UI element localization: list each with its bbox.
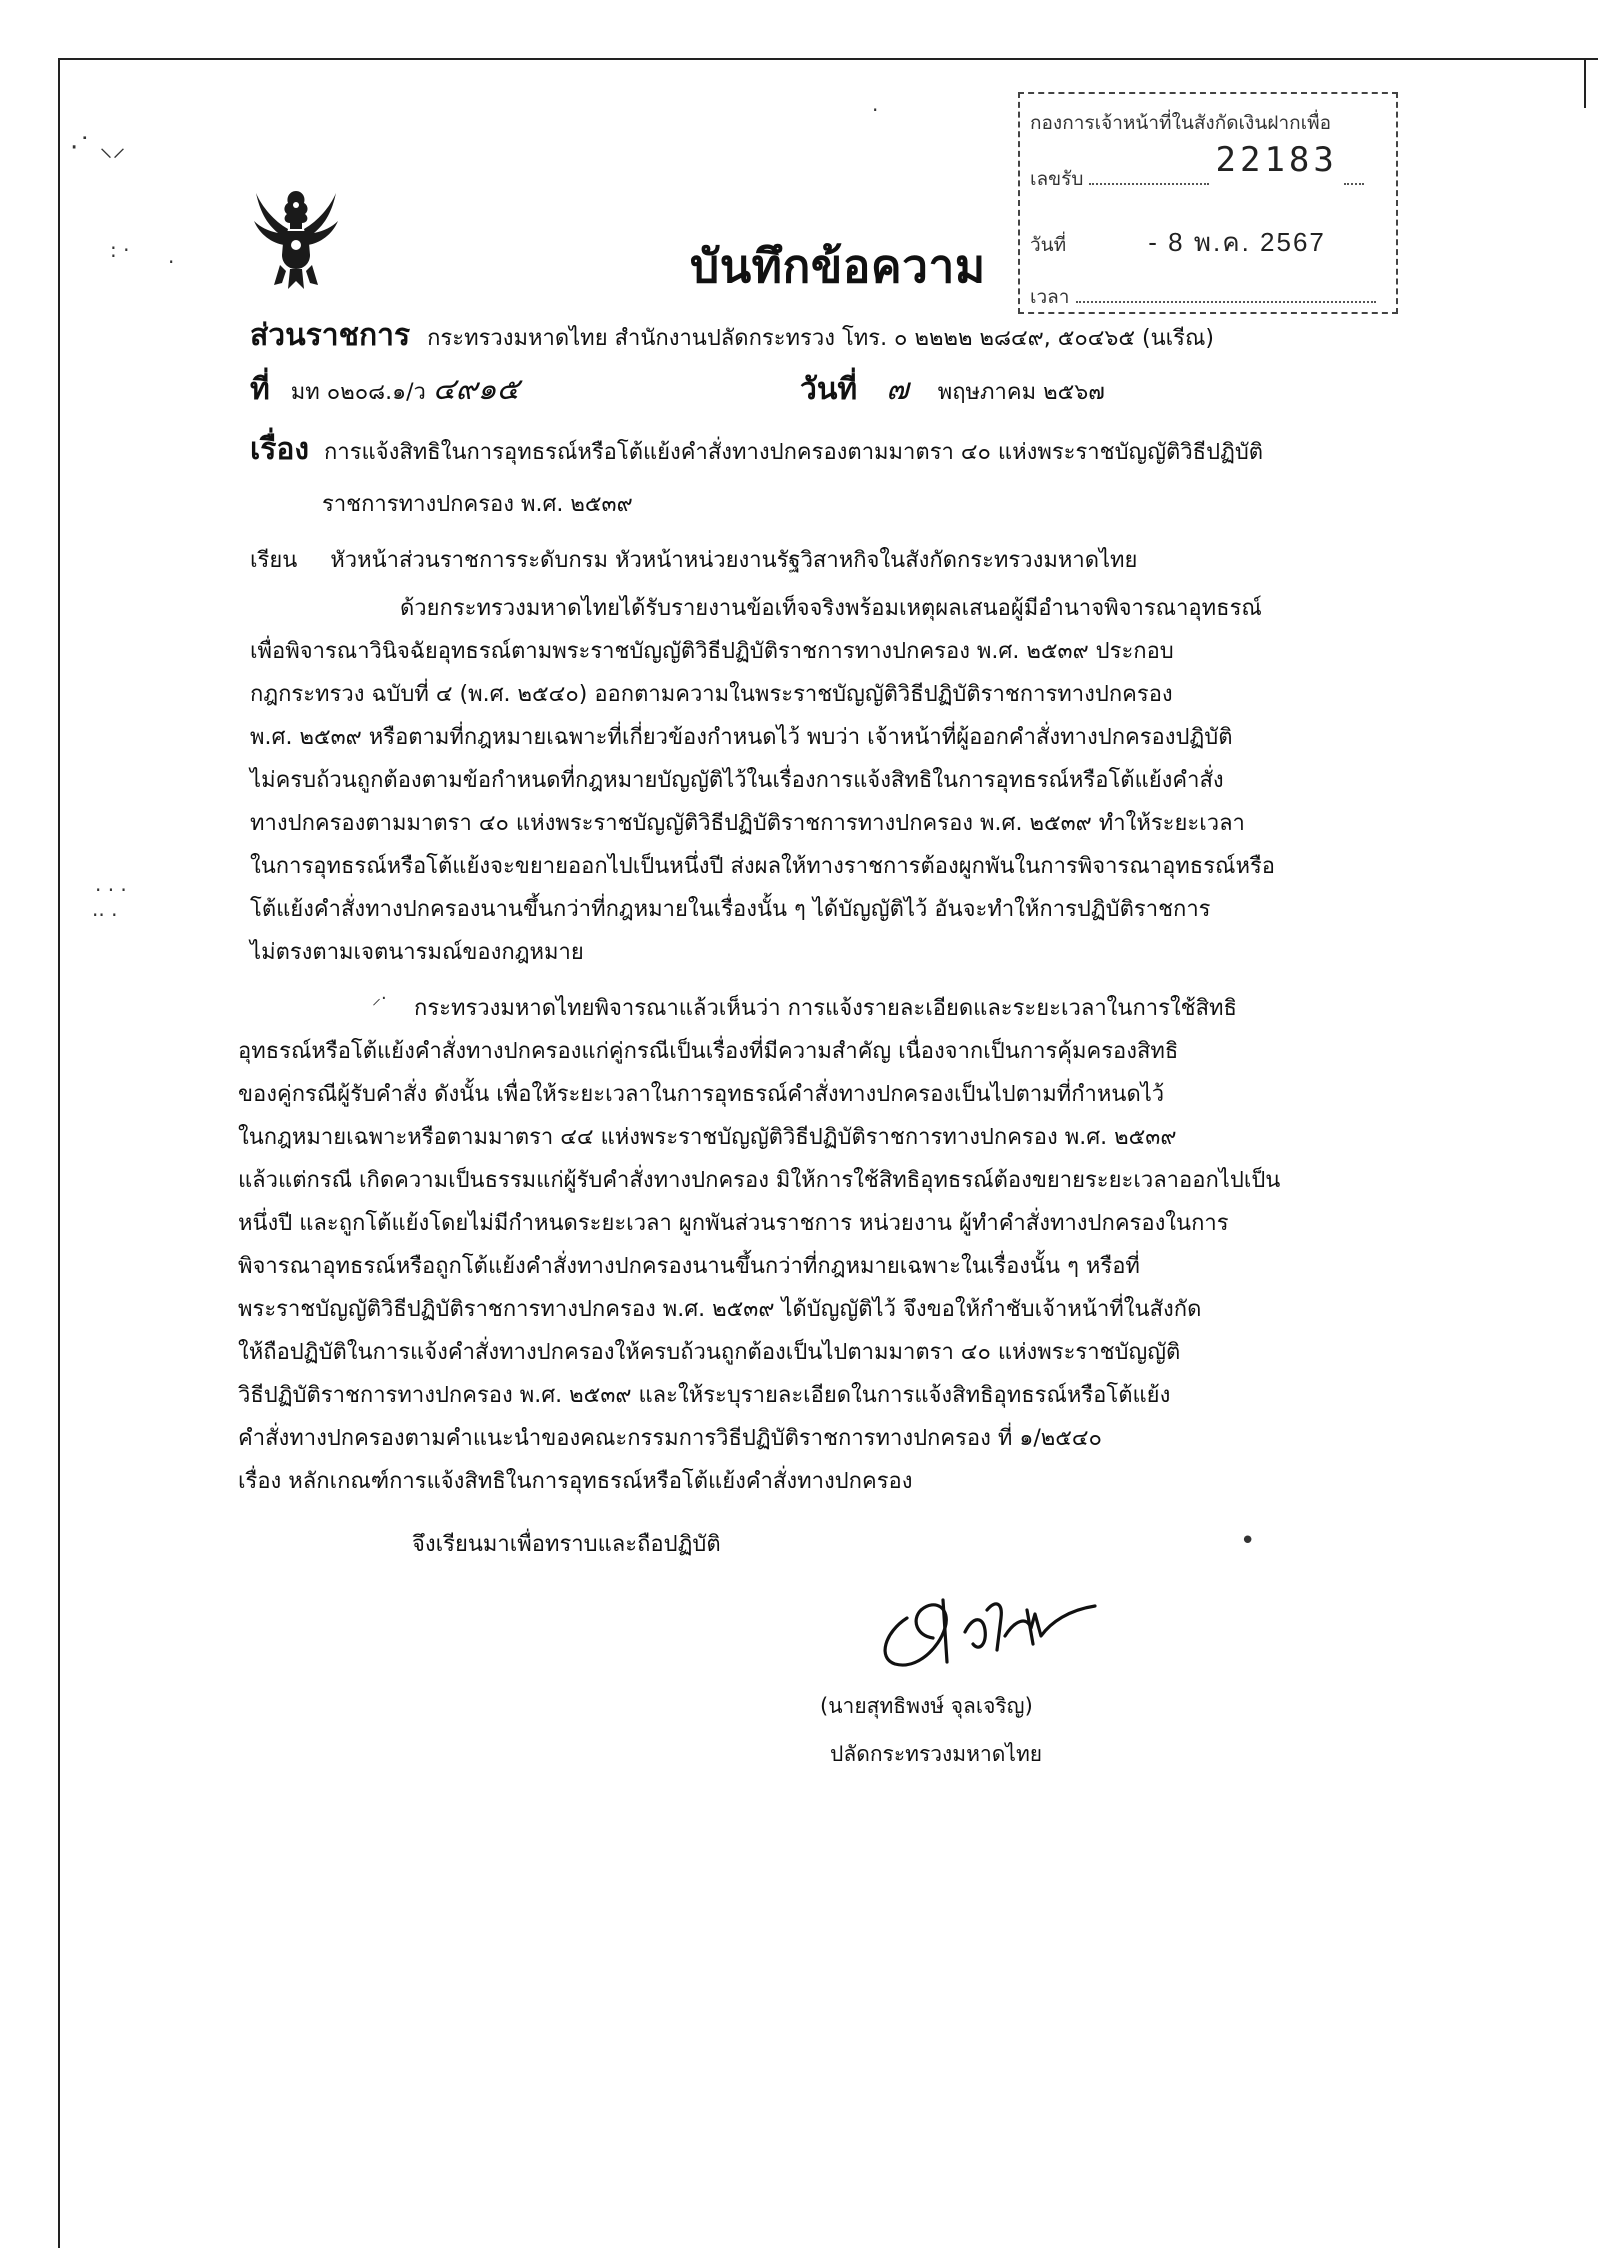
paragraph-line: เรื่อง หลักเกณฑ์การแจ้งสิทธิในการอุทธรณ์หรือโต้แย้งคำสั่งทางปกครอง [238, 1469, 913, 1494]
date-handwritten-day: ๗ [886, 372, 909, 407]
paragraph-line: พิจารณาอุทธรณ์หรือถูกโต้แย้งคำสั่งทางปกครองนานขึ้นกว่าที่กฎหมายเฉพาะในเรื่องนั้น ๆ หรือที่ [238, 1254, 1140, 1279]
closing-text: จึงเรียนมาเพื่อทราบและถือปฏิบัติ [412, 1532, 721, 1557]
handwritten-signature [855, 1540, 1155, 1690]
paragraph-line: ของคู่กรณีผู้รับคำสั่ง ดังนั้น เพื่อให้ระยะเวลาในการอุทธรณ์คำสั่งทางปกครองเป็นไปตามที่กำหนดไว้ [238, 1082, 1165, 1107]
ref-prefix: มท ๐๒๐๘.๑/ว [290, 380, 426, 405]
paragraph-line: โต้แย้งคำสั่งทางปกครองนานขึ้นกว่าที่กฎหมายในเรื่องนั้น ๆ ได้บัญญัติไว้ อันจะทำให้การปฏิบัติราชการ [250, 897, 1211, 922]
paragraph-line: ไม่ครบถ้วนถูกต้องตามข้อกำหนดที่กฎหมายบัญญัติไว้ในเรื่องการแจ้งสิทธิในการอุทธรณ์หรือโต้แย้งคำสั่ง [250, 768, 1224, 793]
scan-speck: : · [110, 238, 130, 262]
scan-speck: ⸝· [372, 988, 387, 1009]
paragraph-line: ในการอุทธรณ์หรือโต้แย้งจะขยายออกไปเป็นหนึ่งปี ส่งผลให้ทางราชการต้องผูกพันในการพิจารณาอุทธรณ์หรือ [250, 854, 1275, 879]
scan-speck: · [872, 98, 879, 122]
signatory-name: (นายสุทธิพงษ์ จุลเจริญ) [820, 1694, 1033, 1718]
subject-line-2 [322, 492, 633, 518]
scan-edge-left [58, 58, 60, 2248]
scan-speck: ·˙ ⸜⸝ [70, 133, 126, 163]
date-line [800, 372, 1105, 408]
signatory-position: ปลัดกระทรวงมหาดไทย [830, 1742, 1043, 1766]
agency-label: ส่วนราชการ [250, 318, 411, 353]
scan-speck: · [168, 250, 175, 274]
garuda-emblem-icon [250, 185, 342, 295]
agency-line [250, 318, 1214, 354]
paragraph-line: ในกฎหมายเฉพาะหรือตามมาตรา ๔๔ แห่งพระราชบัญญัติวิธีปฏิบัติราชการทางปกครอง พ.ศ. ๒๕๓๙ [238, 1125, 1177, 1150]
paragraph-line: หนึ่งปี และถูกโต้แย้งโดยไม่มีกำหนดระยะเวลา ผูกพันส่วนราชการ หน่วยงาน ผู้ทำคำสั่งทางปกครองในการ [238, 1211, 1229, 1236]
subject-text-line-1: การแจ้งสิทธิในการอุทธรณ์หรือโต้แย้งคำสั่งทางปกครองตามมาตรา ๔๐ แห่งพระราชบัญญัติวิธีปฏิบัติ [324, 440, 1264, 465]
paragraph-line: กฎกระทรวง ฉบับที่ ๔ (พ.ศ. ๒๕๔๐) ออกตามความในพระราชบัญญัติวิธีปฏิบัติราชการทางปกครอง [250, 682, 1173, 707]
paragraph-line: พระราชบัญญัติวิธีปฏิบัติราชการทางปกครอง พ.ศ. ๒๕๓๙ ได้บัญญัติไว้ จึงขอให้กำชับเจ้าหน้าที่ในสังกัด [238, 1297, 1202, 1322]
salutation-line [250, 548, 1137, 574]
paragraph-line: ให้ถือปฏิบัติในการแจ้งคำสั่งทางปกครองให้ครบถ้วนถูกต้องเป็นไปตามมาตรา ๔๐ แห่งพระราชบัญญัติ [238, 1340, 1181, 1365]
paragraph-line: ทางปกครองตามมาตรา ๔๐ แห่งพระราชบัญญัติวิธีปฏิบัติราชการทางปกครอง พ.ศ. ๒๕๓๙ ทำให้ระยะเวลา [250, 811, 1245, 836]
to-value: หัวหน้าส่วนราชการระดับกรม หัวหน้าหน่วยงานรัฐวิสาหกิจในสังกัดกระทรวงมหาดไทย [330, 548, 1138, 573]
scan-speck: • [1240, 1526, 1256, 1556]
document-title: บันทึกข้อความ [690, 239, 986, 293]
paragraph-line: แล้วแต่กรณี เกิดความเป็นธรรมแก่ผู้รับคำสั่งทางปกครอง มิให้การใช้สิทธิอุทธรณ์ต้องขยายระยะเวลาออกไปเป็น [238, 1168, 1281, 1193]
scan-edge-top [58, 58, 1598, 60]
closing-line [412, 1532, 721, 1558]
date-label: วันที่ [800, 372, 858, 407]
paragraph-line: ไม่ตรงตามเจตนารมณ์ของกฎหมาย [250, 940, 584, 965]
subject-text-line-2: ราชการทางปกครอง พ.ศ. ๒๕๓๙ [322, 492, 633, 517]
paragraph-line: ด้วยกระทรวงมหาดไทยได้รับรายงานข้อเท็จจริงพร้อมเหตุผลเสนอผู้มีอำนาจพิจารณาอุทธรณ์ [400, 596, 1262, 621]
paragraph-line: อุทธรณ์หรือโต้แย้งคำสั่งทางปกครองแก่คู่กรณีเป็นเรื่องที่มีความสำคัญ เนื่องจากเป็นการคุ้มครองสิทธิ [238, 1039, 1179, 1064]
stamp-org: กองการเจ้าหน้าที่ในสังกัดเงินฝากเพื่อ [1030, 112, 1332, 134]
paragraph-line: คำสั่งทางปกครองตามคำแนะนำของคณะกรรมการวิธีปฏิบัติราชการทางปกครอง ที่ ๑/๒๕๔๐ [238, 1426, 1102, 1451]
stamp-no-value: 22183 [1215, 140, 1338, 180]
stamp-no-label: เลขรับ [1030, 168, 1084, 190]
paragraph-line: วิธีปฏิบัติราชการทางปกครอง พ.ศ. ๒๕๓๙ และให้ระบุรายละเอียดในการแจ้งสิทธิอุทธรณ์หรือโต้แย้ง [238, 1383, 1171, 1408]
date-month-year: พฤษภาคม ๒๕๖๗ [937, 380, 1105, 405]
subject-line [250, 432, 1263, 468]
ref-handwritten-number: ๔๙๑๕ [432, 372, 520, 407]
subject-label: เรื่อง [250, 432, 310, 467]
receipt-stamp [1018, 92, 1398, 314]
stamp-date-value: - 8 พ.ค. 2567 [1148, 227, 1326, 257]
paragraph-line: กระทรวงมหาดไทยพิจารณาแล้วเห็นว่า การแจ้งรายละเอียดและระยะเวลาในการใช้สิทธิ [414, 996, 1237, 1021]
ref-label: ที่ [250, 372, 270, 407]
stamp-date-label: วันที่ [1030, 234, 1067, 256]
paragraph-line: เพื่อพิจารณาวินิจฉัยอุทธรณ์ตามพระราชบัญญัติวิธีปฏิบัติราชการทางปกครอง พ.ศ. ๒๕๓๙ ประกอบ [250, 639, 1174, 664]
scan-speck: ·· · [92, 903, 118, 927]
to-label: เรียน [250, 548, 298, 573]
paragraph-line: พ.ศ. ๒๕๓๙ หรือตามที่กฎหมายเฉพาะที่เกี่ยวข้องกำหนดไว้ พบว่า เจ้าหน้าที่ผู้ออกคำสั่งทางปกครองปฏิบัติ [250, 725, 1233, 750]
agency-value: กระทรวงมหาดไทย สำนักงานปลัดกระทรวง โทร. ๐ ๒๒๒๒ ๒๘๔๙, ๕๐๔๖๕ (นเรีณ) [427, 326, 1214, 351]
reference-line [250, 372, 519, 408]
scan-edge-right [1584, 58, 1586, 108]
scan-speck: · · · [95, 878, 127, 902]
stamp-time-label: เวลา [1030, 286, 1070, 308]
